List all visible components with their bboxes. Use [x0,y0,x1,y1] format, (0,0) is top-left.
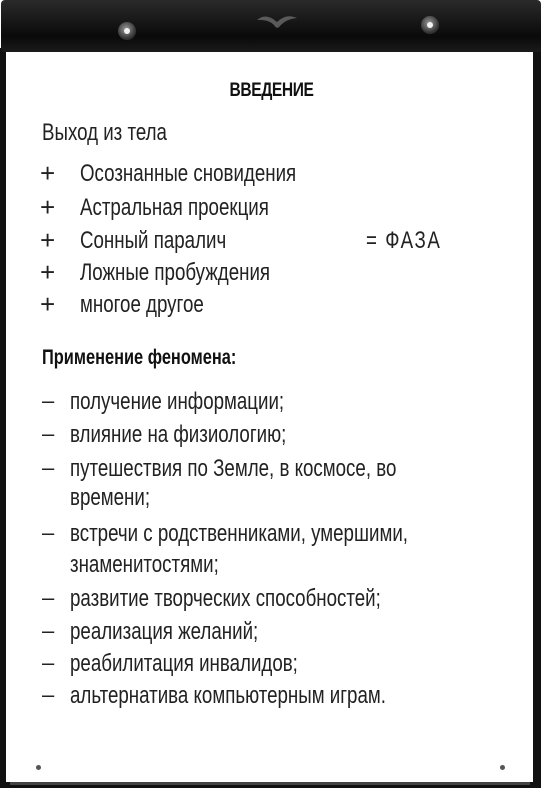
list-item-continuation: знаменитостями; [70,551,219,578]
list-item: влияние на физиологию; [70,421,287,448]
dash-sign: – [42,388,55,413]
plus-sign: + [40,158,56,188]
list-item: реабилитация инвалидов; [70,650,298,677]
list-item: встречи с родственниками, умершими, [70,520,408,547]
list-item: развитие творческих способностей; [70,585,381,612]
intro-text: Выход из тела [42,119,167,146]
dash-sign: – [42,618,55,643]
dash-sign: – [42,585,55,610]
list-item: многое другое [80,291,204,318]
list-item: Осознанные сновидения [80,160,297,187]
board-bottom-rail [10,762,530,785]
list-item: Астральная проекция [80,194,269,221]
pin-left-icon [36,765,41,770]
list-item: Ложные пробуждения [80,259,271,286]
plus-sign: + [40,225,56,255]
bolt-left-icon [118,22,136,40]
board-top-bar [1,0,541,52]
list-item: получение информации; [70,388,285,415]
bird-logo-icon [256,10,298,32]
section-heading: Применение феномена: [42,346,237,369]
list-item: Сонный паралич [80,227,227,254]
dash-sign: – [42,455,55,480]
dash-sign: – [42,421,55,446]
plus-sign: + [40,289,56,319]
equals-faza: = ФАЗА [366,227,442,254]
plus-sign: + [40,192,56,222]
list-item: реализация желаний; [70,618,259,645]
list-item: альтернатива компьютерным играм. [70,682,386,709]
dash-sign: – [42,650,55,675]
dash-sign: – [42,682,55,707]
bolt-right-icon [421,16,439,34]
page-title: ВВЕДЕНИЕ [229,80,314,101]
list-item-continuation: времени; [70,484,151,511]
plus-sign: + [40,257,56,287]
list-item: путешествия по Земле, в космосе, во [70,455,397,482]
dash-sign: – [42,520,55,545]
pin-right-icon [500,765,505,770]
